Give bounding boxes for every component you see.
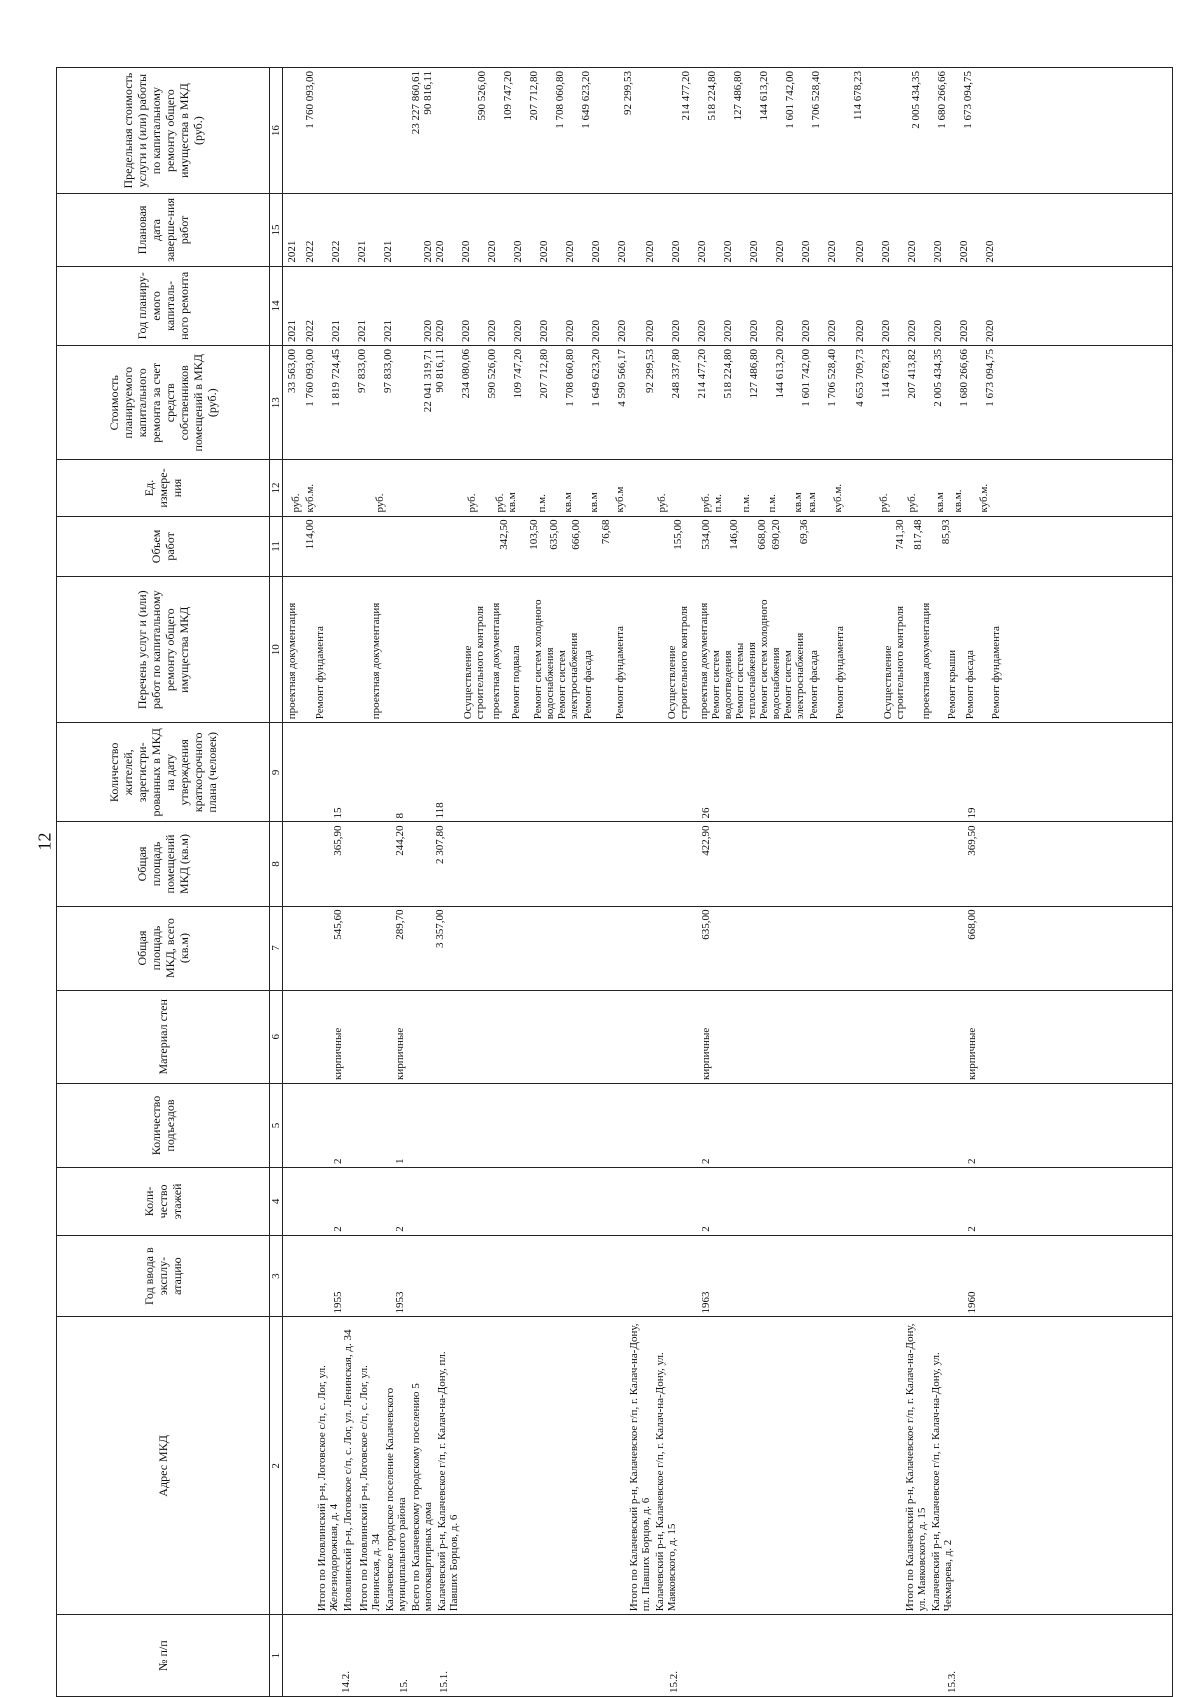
col-number: 4 <box>270 1168 283 1236</box>
volume: 146,00 <box>728 519 740 550</box>
wall-material: кирпичные <box>332 1027 344 1080</box>
completion-date: 2020 <box>460 240 472 263</box>
completion-date: 2020 <box>696 240 708 263</box>
cost: 214 477,20 <box>696 349 708 399</box>
cell-wall-material <box>283 990 1173 1083</box>
completion-date: 2022 <box>330 240 342 263</box>
address-text: Итого по Калачевский р-н, Калачевское г/п, г. Калач-на-Дону, пл. Павших Борцов, д. 6 <box>628 1323 652 1612</box>
work-item: Ремонт систем холодного водоснабжения <box>758 599 782 720</box>
unit: руб. <box>878 493 890 513</box>
repair-year: 2020 <box>854 320 866 343</box>
floors: 2 <box>332 1226 344 1232</box>
unit: кв.м <box>934 492 946 513</box>
completion-date: 2020 <box>722 240 734 263</box>
max-cost: 1 649 623,20 <box>580 71 592 129</box>
repair-year: 2020 <box>590 320 602 343</box>
unit: кв.м <box>506 492 518 513</box>
completion-date: 2020 <box>670 240 682 263</box>
max-cost: 207 712,80 <box>528 71 540 121</box>
cell-completion-dates <box>283 194 1173 266</box>
year-built: 1963 <box>700 1291 712 1314</box>
cost: 97 833,00 <box>356 349 368 394</box>
max-cost: 1 601 742,00 <box>784 71 796 129</box>
header-unit: Ед. измере-ния <box>57 460 270 516</box>
total-area: 3 357,00 <box>434 909 446 949</box>
cell-units <box>283 460 1173 516</box>
header-floors: Коли-чество этажей <box>57 1168 270 1236</box>
volume: 666,00 <box>570 519 582 550</box>
repair-year: 2020 <box>670 320 682 343</box>
col-number: 14 <box>270 266 283 345</box>
cost: 144 613,20 <box>774 349 786 399</box>
max-cost: 1 706 528,40 <box>810 71 822 129</box>
residents: 26 <box>700 807 712 819</box>
repair-year: 2020 <box>932 320 944 343</box>
header-residents: Количество жителей, зарегистри-рованных в МКД на дату утверждения краткосрочного плана (человек) <box>57 723 270 822</box>
volume: 76,68 <box>600 519 612 545</box>
cell-numbers <box>283 1615 1173 1697</box>
completion-date: 2020 <box>486 240 498 263</box>
residents: 19 <box>966 807 978 819</box>
entrances: 2 <box>966 1158 978 1165</box>
cost: 4 653 709,73 <box>854 349 866 407</box>
row-number: 15. <box>398 1679 410 1693</box>
max-cost: 114 678,23 <box>852 71 864 121</box>
max-cost: 109 747,20 <box>502 71 514 121</box>
cost: 33 563,00 <box>286 349 298 394</box>
max-cost: 90 816,11 <box>422 71 434 115</box>
year-built: 1960 <box>966 1291 978 1314</box>
repair-year: 2020 <box>512 320 524 343</box>
completion-date: 2020 <box>826 240 838 263</box>
cell-year-built <box>283 1235 1173 1317</box>
cost: 1 706 528,40 <box>826 349 838 407</box>
unit: п.м. <box>712 494 724 513</box>
completion-date: 2020 <box>774 240 786 263</box>
row-number: 15.2. <box>668 1671 680 1693</box>
total-area: 668,00 <box>966 909 978 940</box>
col-number: 13 <box>270 346 283 460</box>
work-item: Ремонт фундамента <box>314 626 326 720</box>
unit: руб. <box>700 493 712 513</box>
unit: кв.м <box>562 492 574 513</box>
work-item: проектная документация <box>286 602 298 720</box>
col-number: 1 <box>270 1615 283 1697</box>
completion-date: 2020 <box>854 240 866 263</box>
work-item: Ремонт фундамента <box>990 626 1002 720</box>
repair-year: 2020 <box>538 320 550 343</box>
cost: 234 080,06 <box>460 349 472 399</box>
floors: 2 <box>700 1226 712 1232</box>
entrances: 1 <box>394 1158 406 1165</box>
row-number: 15.1. <box>438 1671 450 1693</box>
max-cost: 23 227 860,61 <box>410 71 422 135</box>
header-year-built: Год ввода в эксплу-атацию <box>57 1235 270 1317</box>
cost: 90 816,11 <box>434 349 446 393</box>
year-built: 1953 <box>394 1291 406 1314</box>
unit: кв.м <box>792 492 804 513</box>
header-cost: Стоимость планируемого капитального ремонта за счет средств собственников помещений в МКД (руб.) <box>57 346 270 460</box>
repair-year: 2020 <box>906 320 918 343</box>
address-text: Калачевское городское поселение Калачевского муниципального района <box>384 1387 408 1612</box>
cost: 207 413,82 <box>906 349 918 399</box>
page-number: 12 <box>34 832 55 851</box>
address-text: Всего по Калачевскому городскому поселению 5 многоквартирных дома <box>410 1383 434 1612</box>
col-number: 3 <box>270 1235 283 1317</box>
address-text: Итого по Калачевский р-н, Калачевское г/п, г. Калач-на-Дону, ул. Маяковского, д. 15 <box>904 1323 928 1612</box>
completion-date: 2020 <box>590 240 602 263</box>
unit: кв.м <box>806 492 818 513</box>
premises-area: 422,90 <box>700 825 712 856</box>
work-item: проектная документация <box>698 602 710 720</box>
completion-date: 2020 <box>984 240 996 263</box>
max-cost: 144 613,20 <box>758 71 770 121</box>
volume: 69,36 <box>798 519 810 545</box>
completion-date: 2020 <box>748 240 760 263</box>
repair-year: 2020 <box>880 320 892 343</box>
repair-year: 2021 <box>286 320 298 343</box>
unit: руб. <box>466 493 478 513</box>
residents: 15 <box>332 807 344 819</box>
cell-residents <box>283 723 1173 822</box>
col-number: 6 <box>270 990 283 1083</box>
cost: 127 486,80 <box>748 349 760 399</box>
completion-date: 2020 <box>958 240 970 263</box>
completion-date: 2021 <box>286 240 298 263</box>
address-text: Калачевский р-н, Калачевское г/п, г. Калач-на-Дону, пл. Павших Борцов, д. 6 <box>436 1351 460 1612</box>
completion-date: 2020 <box>538 240 550 263</box>
completion-date: 2021 <box>382 240 394 263</box>
row-number: 15.3. <box>946 1671 958 1693</box>
max-cost: 2 005 434,35 <box>910 71 922 129</box>
work-item: Ремонт систем электроснабжения <box>782 632 806 720</box>
col-number: 7 <box>270 906 283 990</box>
premises-area: 244,20 <box>394 825 406 856</box>
work-item: Ремонт систем водоотведения <box>710 650 734 720</box>
volume: 155,00 <box>672 519 684 550</box>
cell-works-list <box>283 577 1173 723</box>
completion-date: 2020 <box>512 240 524 263</box>
max-cost: 214 477,20 <box>680 71 692 121</box>
completion-date: 2020 <box>422 240 434 263</box>
wall-material: кирпичные <box>394 1027 406 1080</box>
total-area: 289,70 <box>394 909 406 940</box>
max-cost: 1 760 093,00 <box>304 71 316 129</box>
cost: 1 760 093,00 <box>304 349 316 407</box>
col-number: 8 <box>270 822 283 906</box>
col-number: 10 <box>270 577 283 723</box>
repair-year: 2022 <box>304 320 316 343</box>
total-area: 635,00 <box>700 909 712 940</box>
repair-year: 2020 <box>460 320 472 343</box>
work-item: Ремонт систем электроснабжения <box>556 632 580 720</box>
rotated-table-container <box>56 67 1186 1697</box>
address-text: Иловлинский р-н, Логовское с/п, с. Лог, ул. Ленинская, д. 34 <box>342 1329 354 1612</box>
cost: 248 337,80 <box>670 349 682 399</box>
work-item: Ремонт фасада <box>582 650 594 720</box>
volume: 534,00 <box>700 519 712 550</box>
repair-year: 2020 <box>774 320 786 343</box>
col-number: 9 <box>270 723 283 822</box>
volume: 114,00 <box>304 519 316 550</box>
wall-material: кирпичные <box>966 1027 978 1080</box>
volume: 741,30 <box>894 519 906 550</box>
cost: 1 649 623,20 <box>590 349 602 407</box>
max-cost: 1 673 094,75 <box>962 71 974 129</box>
header-premises-area: Общая площадь помещений МКД (кв.м) <box>57 822 270 906</box>
repair-year: 2021 <box>382 320 394 343</box>
completion-date: 2020 <box>434 240 446 263</box>
repair-year: 2020 <box>486 320 498 343</box>
col-number: 11 <box>270 516 283 577</box>
work-item: Ремонт фундамента <box>614 626 626 720</box>
cell-repair-years <box>283 266 1173 345</box>
repair-year: 2020 <box>800 320 812 343</box>
unit: руб. <box>290 493 302 513</box>
unit: руб. <box>374 493 386 513</box>
unit: руб. <box>494 493 506 513</box>
cost: 114 678,23 <box>880 349 892 399</box>
work-item: проектная документация <box>920 602 932 720</box>
work-item: Ремонт системы теплоснабжения <box>734 642 758 720</box>
max-cost: 590 526,00 <box>476 71 488 121</box>
unit: кв.м <box>588 492 600 513</box>
work-item: Ремонт фасада <box>964 650 976 720</box>
work-item: проектная документация <box>370 602 382 720</box>
completion-date: 2022 <box>304 240 316 263</box>
cost: 97 833,00 <box>382 349 394 394</box>
volume: 342,50 <box>498 519 510 550</box>
work-item: Осуществление строительного контроля <box>462 605 486 720</box>
cost: 1 819 724,45 <box>330 349 342 407</box>
header-address: Адрес МКД <box>57 1317 270 1615</box>
address-text: Итого по Иловлинский р-н, Логовское с/п, с. Лог, ул. Железнодорожная, д. 4 <box>316 1365 340 1612</box>
cost: 4 590 566,17 <box>616 349 628 407</box>
cost: 207 712,80 <box>538 349 550 399</box>
unit: п.м. <box>766 494 778 513</box>
repair-year: 2020 <box>748 320 760 343</box>
residents: 118 <box>434 802 446 819</box>
max-cost: 127 486,80 <box>732 71 744 121</box>
cell-entrances <box>283 1083 1173 1167</box>
col-number: 16 <box>270 68 283 194</box>
completion-date: 2020 <box>932 240 944 263</box>
cell-floors <box>283 1168 1173 1236</box>
header-wall-material: Материал стен <box>57 990 270 1083</box>
repair-year: 2020 <box>958 320 970 343</box>
col-number: 5 <box>270 1083 283 1167</box>
header-volume: Объем работ <box>57 516 270 577</box>
cell-total-area <box>283 906 1173 990</box>
repair-year: 2020 <box>696 320 708 343</box>
repair-year: 2020 <box>434 320 446 343</box>
repair-year: 2020 <box>722 320 734 343</box>
header-total-area: Общая площадь МКД, всего (кв.м) <box>57 906 270 990</box>
work-item: Ремонт систем холодного водоснабжения <box>532 599 556 720</box>
premises-area: 365,90 <box>332 825 344 856</box>
cell-max-costs <box>283 68 1173 194</box>
unit: кв.м. <box>952 489 964 513</box>
completion-date: 2020 <box>564 240 576 263</box>
cell-volume <box>283 516 1173 577</box>
volume: 690,20 <box>770 519 782 550</box>
cost: 1 708 060,80 <box>564 349 576 407</box>
cell-premises-area <box>283 822 1173 906</box>
unit: руб. <box>656 493 668 513</box>
max-cost: 1 680 266,66 <box>936 71 948 129</box>
entrances: 2 <box>700 1158 712 1165</box>
cost: 109 747,20 <box>512 349 524 399</box>
unit: куб.м. <box>978 483 990 513</box>
header-max-cost: Предельная стоимость услуги и (или) работы по капитальному ремонту общего имущества в МКД (руб.) <box>57 68 270 194</box>
row-number: 14.2. <box>340 1671 352 1693</box>
repair-year: 2021 <box>356 320 368 343</box>
cost: 22 041 319,71 <box>422 349 434 413</box>
premises-area: 369,50 <box>966 825 978 856</box>
header-works-list: Перечень услуг и (или) работ по капитальному ремонту общего имущества МКД <box>57 577 270 723</box>
floors: 2 <box>394 1226 406 1232</box>
volume: 817,48 <box>912 519 924 550</box>
max-cost: 518 224,80 <box>706 71 718 121</box>
volume: 103,50 <box>528 519 540 550</box>
max-cost: 1 708 060,80 <box>554 71 566 129</box>
year-built: 1955 <box>332 1291 344 1314</box>
capital-repair-table <box>56 67 1173 1697</box>
work-item: Ремонт фундамента <box>834 626 846 720</box>
completion-date: 2020 <box>644 240 656 263</box>
work-item: Ремонт крыши <box>946 649 958 720</box>
cell-addresses <box>283 1317 1173 1615</box>
max-cost: 92 299,53 <box>622 71 634 115</box>
repair-year: 2020 <box>616 320 628 343</box>
floors: 2 <box>966 1226 978 1232</box>
completion-date: 2021 <box>356 240 368 263</box>
unit: руб. <box>906 493 918 513</box>
work-item: Ремонт фасада <box>808 650 820 720</box>
work-item: проектная документация <box>490 602 502 720</box>
repair-year: 2020 <box>826 320 838 343</box>
work-item: Осуществление строительного контроля <box>666 605 690 720</box>
header-repair-year: Год планиру-емого капиталь-ного ремонта <box>57 266 270 345</box>
cell-costs <box>283 346 1173 460</box>
total-area: 545,60 <box>332 909 344 940</box>
repair-year: 2020 <box>422 320 434 343</box>
address-text: Калачевский р-н, Калачевское г/п, г. Калач-на-Дону, ул. Маяковского, д. 15 <box>654 1352 678 1612</box>
col-number: 12 <box>270 460 283 516</box>
cost: 1 680 266,66 <box>958 349 970 407</box>
cost: 92 299,53 <box>644 349 656 394</box>
volume: 668,00 <box>756 519 768 550</box>
unit: куб.м. <box>304 483 316 513</box>
unit: п.м. <box>740 494 752 513</box>
repair-year: 2021 <box>330 320 342 343</box>
volume: 635,00 <box>548 519 560 550</box>
repair-year: 2020 <box>564 320 576 343</box>
header-completion-date: Плановая дата заверше-ния работ <box>57 194 270 266</box>
completion-date: 2020 <box>880 240 892 263</box>
col-number: 15 <box>270 194 283 266</box>
entrances: 2 <box>332 1158 344 1165</box>
wall-material: кирпичные <box>700 1027 712 1080</box>
col-number: 2 <box>270 1317 283 1615</box>
unit: куб.м. <box>832 483 844 513</box>
completion-date: 2020 <box>800 240 812 263</box>
address-text: Калачевский р-н, Калачевское г/п, г. Калач-на-Дону, ул. Чекмарева, д. 2 <box>930 1352 954 1612</box>
work-item: Ремонт подвала <box>510 645 522 720</box>
volume: 85,93 <box>940 519 952 545</box>
cost: 2 005 434,35 <box>932 349 944 407</box>
header-entrances: Количество подъездов <box>57 1083 270 1167</box>
premises-area: 2 307,80 <box>434 825 446 864</box>
cost: 518 224,80 <box>722 349 734 399</box>
residents: 8 <box>394 812 406 819</box>
unit: куб.м <box>614 486 626 513</box>
unit: п.м. <box>536 494 548 513</box>
address-text: Итого по Иловлинский р-н, Логовское с/п, с. Лог, ул. Ленинская, д. 34 <box>358 1365 382 1612</box>
completion-date: 2020 <box>616 240 628 263</box>
cost: 1 601 742,00 <box>800 349 812 407</box>
work-item: Осуществление строительного контроля <box>882 605 906 720</box>
cost: 590 526,00 <box>486 349 498 399</box>
completion-date: 2020 <box>906 240 918 263</box>
repair-year: 2020 <box>984 320 996 343</box>
repair-year: 2020 <box>644 320 656 343</box>
cost: 1 673 094,75 <box>984 349 996 407</box>
header-number: № п/п <box>57 1615 270 1697</box>
